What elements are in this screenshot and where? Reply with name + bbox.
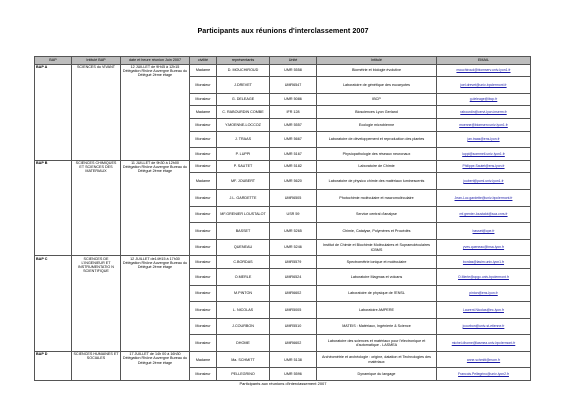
column-header: date et heure réunion Juin 2007 (121, 57, 190, 65)
email-cell (437, 239, 531, 256)
email-link[interactable]: joubert@pcml.univ-lyon1.fr (463, 179, 504, 184)
email-link[interactable]: anne.schmitt@mom.fr (466, 357, 501, 362)
page-footer: Participants aux réunions d'interclassement 2007 (239, 381, 327, 386)
email-cell (437, 302, 531, 319)
unite-cell: UMR 5167 (270, 148, 317, 161)
representant-cell: C. RABOURDIN COMBE (217, 106, 270, 119)
civilite-cell: Monsieur (190, 189, 217, 206)
email-link[interactable]: Philippe.Sautet@ens-lyon.fr (462, 164, 505, 169)
email-link[interactable]: mouchiroud@biomserv.univ-lyon1.fr (456, 68, 511, 73)
representant-cell: G. DELEAGE (217, 93, 270, 106)
intitule-cell: Laboratoire de physique de l'ENSL (317, 285, 437, 302)
representant-cell: DHOME (217, 335, 270, 352)
intitule-cell: Biosciences Lyon Gerland (317, 106, 437, 119)
column-header: EMAIL (437, 57, 531, 65)
email-link[interactable]: pinton@ens-lyon.fr (469, 291, 498, 296)
column-header: civilité (190, 57, 217, 65)
intitule-cell: Laboratoire des sciences et matériaux pour l'électronique et d'automatique - LASMEA (317, 335, 437, 352)
unite-cell: UMR 5667 (270, 131, 317, 148)
bap-code: BAP B (35, 160, 72, 256)
intitule-cell: Service central d'analyse (317, 206, 437, 223)
email-cell (437, 351, 531, 368)
unite-cell: IFR 128 (270, 106, 317, 119)
unite-cell: UMR6505 (270, 189, 317, 206)
representant-cell: Y.MOENNE-LOCCOZ (217, 118, 270, 131)
page-title: Participants aux réunions d'interclassement 2007 (197, 26, 369, 35)
email-cell (437, 206, 531, 223)
email-link[interactable]: mf.grenier-loustalot@sca.cnrs.fr (459, 212, 508, 217)
meeting-date: 12 JUILLET de 9H45 à 12h15 Délégation Rhône Auvergne Bureau du Délégué 2ème étage (121, 64, 190, 160)
unite-cell: UMR 5182 (270, 160, 317, 173)
intitule-cell: Spectrométrie ionique et moléculaire (317, 256, 437, 269)
email-cell (437, 268, 531, 285)
email-link[interactable]: rabourdin@cervi-lyon.inserm.fr (460, 110, 507, 115)
representant-cell: P. SAUTET (217, 160, 270, 173)
intitule-cell: MATEIS : Matériaux, Ingénierie & Science (317, 318, 437, 335)
unite-cell: UMR 5557 (270, 118, 317, 131)
email-link[interactable]: bordas@lasim.univ-lyon1.fr (462, 260, 505, 264)
email-cell (437, 77, 531, 94)
bap-label: SCIENCES du VIVANT (72, 64, 121, 160)
representant-cell: C.BORDAS (217, 256, 270, 269)
email-cell (437, 173, 531, 190)
email-link[interactable]: luppi@sommeil.univ-lyon1.fr (462, 151, 505, 156)
table-row (35, 256, 531, 269)
representant-cell: J. TRAAS (217, 131, 270, 148)
email-cell (437, 148, 531, 161)
bap-label: SCIENCES CHIMIQUES ET SCIENCES DES MATERIAUX (72, 160, 121, 256)
unite-cell: UMR6524 (270, 268, 317, 285)
email-link[interactable]: g.deleage@ibcp.fr (469, 97, 498, 102)
civilite-cell: Monsieur (190, 77, 217, 94)
unite-cell: UMR5005 (270, 302, 317, 319)
email-link[interactable]: moenne@biomserv.univ-lyon1.fr (459, 122, 508, 127)
bap-code: BAP D (35, 351, 72, 380)
representant-cell: Ma. SCHMITT (217, 351, 270, 368)
column-header: Unité (270, 57, 317, 65)
email-link[interactable]: michel.dhome@lasmea.univ-bpclermont.fr (451, 340, 516, 345)
unite-cell: UMR6547 (270, 77, 317, 94)
civilite-cell: Monsieur (190, 160, 217, 173)
intitule-cell: Laboratoire de physico chimie des matériaux luminescents (317, 173, 437, 190)
intitule-cell: Laboratoire Magmas et volcans (317, 268, 437, 285)
civilite-cell: Monsieur (190, 256, 217, 269)
email-cell (437, 189, 531, 206)
civilite-cell: Monsieur (190, 93, 217, 106)
email-link[interactable]: Jean-Luc.gardette@univ-bpclermont.fr (454, 195, 513, 200)
meeting-date: 17 JUILLET de 14h 00 à 16h30 Délégation Rhône Auvergne Bureau du Délégué 2ème étage (121, 351, 190, 380)
civilite-cell: Monsieur (190, 131, 217, 148)
bap-label: SCIENCES DE L'INGENIEUR ET INSTRUMENTATIO N SCIENTIFIQUE (72, 256, 121, 352)
civilite-cell: Monsieur (190, 223, 217, 240)
unite-cell: UMR5510 (270, 318, 317, 335)
representant-cell: O.MERLE (217, 268, 270, 285)
representant-cell: L. NICOLAS (217, 302, 270, 319)
representant-cell: QUENEAU (217, 239, 270, 256)
intitule-cell: Laboratoire de développement et reproduction des plantes (317, 131, 437, 148)
email-cell (437, 106, 531, 119)
unite-cell: USR 59 (270, 206, 317, 223)
representant-cell: MF. JOUBERT (217, 173, 270, 190)
unite-cell: UMR 5138 (270, 351, 317, 368)
civilite-cell: Monsieur (190, 239, 217, 256)
email-link[interactable]: basset@cpe.fr (472, 228, 495, 233)
column-header: Intitulé (317, 57, 437, 65)
intitule-cell: Institut de Chimie et Biochimie Moléculaires et Supramoléculaires ICBMS (317, 239, 437, 256)
unite-cell: UMR 5265 (270, 223, 317, 240)
civilite-cell: Madame (190, 173, 217, 190)
intitule-cell: Laboratoire de Chimie (317, 160, 437, 173)
email-cell (437, 368, 531, 381)
intitule-cell: IBCP (317, 93, 437, 106)
civilite-cell: Monsieur (190, 118, 217, 131)
email-cell (437, 335, 531, 352)
intitule-cell: Photochimie moléculaire et macromoléculaire (317, 189, 437, 206)
participants-table (34, 56, 531, 381)
civilite-cell: Madame (190, 64, 217, 77)
table-row (35, 64, 531, 77)
meeting-date: 12 JUILLET de14H15 à 17h30 Délégation Rhône Auvergne Bureau du Délégué 2ème étage (121, 256, 190, 352)
meeting-date: 11 JUILLET de 9h30 à 12h00 Délégation Rhône Auvergne Bureau du Délégué 2ème étage (121, 160, 190, 256)
unite-cell: UMR 5596 (270, 368, 317, 381)
civilite-cell: Monsieur (190, 206, 217, 223)
email-link[interactable]: O.Merle@opgc.univ-bpclermont.fr (458, 274, 509, 279)
intitule-cell: Chimie, Catalyse, Polymères et Procédés (317, 223, 437, 240)
unite-cell: UMR 5620 (270, 173, 317, 190)
representant-cell: P. LUPPI (217, 148, 270, 161)
representant-cell: M.PINTON (217, 285, 270, 302)
email-cell (437, 131, 531, 148)
representant-cell: MF.GRENIER LOUSTALOT (217, 206, 270, 223)
civilite-cell: Monsieur (190, 148, 217, 161)
intitule-cell: Biométrie et biologie évolutive (317, 64, 437, 77)
civilite-cell: Madame (190, 106, 217, 119)
email-cell (437, 160, 531, 173)
representant-cell: PELLEGRINO (217, 368, 270, 381)
email-link[interactable]: Francois.Pellegrino@univ-lyon2.fr (458, 372, 509, 377)
column-header: représentants (217, 57, 270, 65)
bap-code: BAP C (35, 256, 72, 352)
table-header-row (35, 57, 531, 65)
unite-cell: UMR5579 (270, 256, 317, 269)
representant-cell: D. MOUCHIROUD (217, 64, 270, 77)
table-row (35, 351, 531, 368)
email-cell (437, 64, 531, 77)
intitule-cell: Archéométrie et archéologie : origine, datation et Technologies des matériaux (317, 351, 437, 368)
representant-cell: BASSET (217, 223, 270, 240)
email-link[interactable]: jcourbon@univ-st-etienne.fr (462, 324, 505, 329)
civilite-cell: Monsieur (190, 268, 217, 285)
email-link[interactable]: yves.queneau@insa-lyon.fr (462, 245, 505, 250)
civilite-cell: Monsieur (190, 285, 217, 302)
representant-cell: J.DREVET (217, 77, 270, 94)
column-header: Intitulé BAP (72, 57, 121, 65)
email-link[interactable]: Laurent.Nicolas@ec-lyon.fr (463, 307, 504, 312)
email-link[interactable]: jan.traas@ens-lyon.fr (467, 137, 500, 142)
email-cell (437, 285, 531, 302)
civilite-cell: Monsieur (190, 335, 217, 352)
column-header: BAP (35, 57, 72, 65)
representant-cell: J.L. GARDETTE (217, 189, 270, 206)
bap-label: SCIENCES HUMAINES ET SOCIALES (72, 351, 121, 380)
bap-code: BAP A (35, 64, 72, 160)
unite-cell: UMR6602 (270, 335, 317, 352)
intitule-cell: Laboratoire de génétique des eucaryotes (317, 77, 437, 94)
email-cell (437, 318, 531, 335)
email-cell (437, 223, 531, 240)
table-row (35, 160, 531, 173)
representant-cell: J.COURBON (217, 318, 270, 335)
civilite-cell: Monsieur (190, 318, 217, 335)
intitule-cell: Laboratoire AMPERE (317, 302, 437, 319)
email-link[interactable]: joel.drevet@univ-bpclermont.fr (460, 82, 507, 87)
civilite-cell: Monsieur (190, 368, 217, 381)
email-cell (437, 118, 531, 131)
unite-cell: UMR6602 (270, 285, 317, 302)
civilite-cell: Monsieur (190, 302, 217, 319)
unite-cell: UMR 5086 (270, 93, 317, 106)
unite-cell: UMR 5558 (270, 64, 317, 77)
civilite-cell: Madame (190, 351, 217, 368)
intitule-cell: Ecologie microbienne (317, 118, 437, 131)
email-cell (437, 93, 531, 106)
intitule-cell: Dynamique du langage (317, 368, 437, 381)
email-cell (437, 256, 531, 269)
unite-cell: UMR 5246 (270, 239, 317, 256)
intitule-cell: Physiopathologie des réseaux neuronaux (317, 148, 437, 161)
